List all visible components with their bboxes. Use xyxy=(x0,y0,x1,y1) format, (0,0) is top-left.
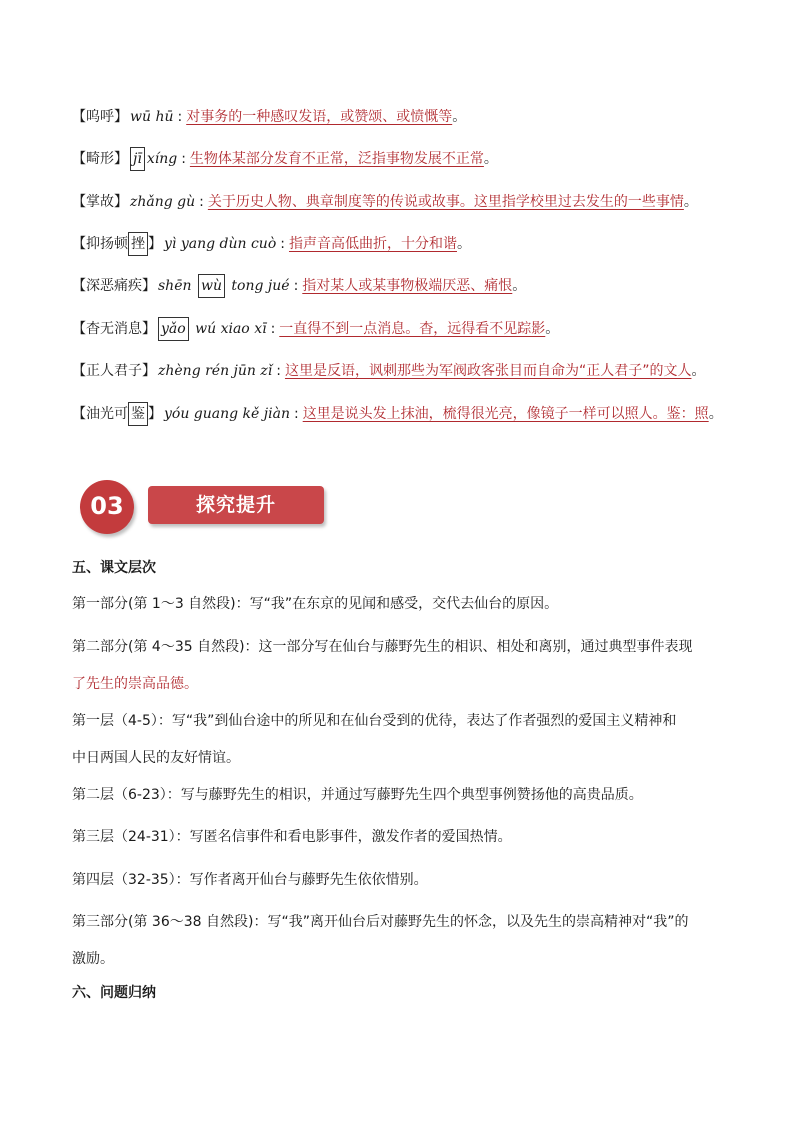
paragraph-layer1 xyxy=(72,703,724,777)
vocab-item: 【杳无消息】 yǎo wú xiao xī : 一直得不到一点消息。杳，远得看不见踪影。 xyxy=(72,311,732,347)
vocab-term-close: 】 xyxy=(148,406,162,422)
vocab-end: 。 xyxy=(683,194,698,210)
vocab-term: 【掌故】 xyxy=(72,194,128,210)
vocab-end: 。 xyxy=(452,109,467,125)
paragraph-layer2: 第二层（6-23）：写与藤野先生的相识，并通过写藤野先生四个典型事例赞扬他的高贵品质。 xyxy=(72,787,643,803)
vocab-pinyin-pre: shēn xyxy=(158,278,192,294)
paragraph-layer3: 第三层（24-31）：写匿名信事件和看电影事件，激发作者的爱国热情。 xyxy=(72,829,512,845)
vocab-term: 【杳无消息】 xyxy=(72,321,156,337)
paragraph-line: 第二部分(第 4～35 自然段)：这一部分写在仙台与藤野先生的相识、相处和离别，通过典型事件表现 xyxy=(72,639,693,655)
vocab-pinyin: zhǎng gù xyxy=(130,194,196,210)
vocab-definition: 生物体某部分发育不正常，泛指事物发展不正常 xyxy=(189,151,484,167)
vocab-definition: 指声音高低曲折，十分和谐 xyxy=(288,236,457,252)
section-heading: 五、课文层次 xyxy=(72,560,156,576)
vocab-boxed-pinyin: jī xyxy=(130,147,145,171)
paragraph-line: 中日两国人民的友好情谊。 xyxy=(72,750,240,766)
vocab-item: 【深恶痛疾】 shēn wù tong jué : 指对某人或某事物极端厌恶、痛恨。 xyxy=(72,268,732,304)
section-heading: 六、问题归纳 xyxy=(72,985,156,1001)
vocab-end: 。 xyxy=(456,236,471,252)
vocab-term: 【畸形】 xyxy=(72,151,128,167)
vocab-item: 【正人君子】 zhèng rén jūn zǐ : 这里是反语，讽刺那些为军阀政客张目而自命为“正人君子”的文人。 xyxy=(72,363,706,379)
vocab-pinyin: tong jué xyxy=(231,278,290,294)
vocab-boxed-pinyin: yǎo xyxy=(158,317,189,341)
vocab-end: 。 xyxy=(691,363,706,379)
paragraph-part2 xyxy=(72,629,724,703)
paragraph-layer4: 第四层（32-35）：写作者离开仙台与藤野先生依依惜别。 xyxy=(72,872,428,888)
vocab-definition: 一直得不到一点消息。杳，远得看不见踪影 xyxy=(279,321,546,337)
paragraph-line-highlight: 了先生的崇高品德。 xyxy=(72,676,198,692)
vocab-term: 【正人君子】 xyxy=(72,363,156,379)
paragraph-line: 第三部分(第 36～38 自然段)：写“我”离开仙台后对藤野先生的怀念，以及先生的崇高精神对“我”的 xyxy=(72,914,689,930)
vocab-item: 【抑扬顿 挫 】 yì yang dùn cuò : 指声音高低曲折，十分和谐。 xyxy=(72,226,732,262)
vocab-term: 【油光可 xyxy=(72,406,128,422)
paragraph-line: 第一层（4-5）：写“我”到仙台途中的所见和在仙台受到的优待，表达了作者强烈的爱国主义精神和 xyxy=(72,713,677,729)
vocab-end: 。 xyxy=(545,321,560,337)
vocab-pinyin: wú xiao xī xyxy=(195,321,267,337)
vocab-end: 。 xyxy=(512,278,527,294)
vocab-definition: 指对某人或某事物极端厌恶、痛恨 xyxy=(302,278,513,294)
vocab-end: 。 xyxy=(708,406,723,422)
vocab-item: 【畸形】 jī xíng : 生物体某部分发育不正常，泛指事物发展不正常。 xyxy=(72,141,732,177)
vocab-definition: 对事务的一种感叹发语，或赞颂、或愤慨等 xyxy=(186,109,453,125)
vocab-item: 【呜呼】 wū hū : 对事务的一种感叹发语，或赞颂、或愤慨等。 xyxy=(72,109,467,125)
section-banner xyxy=(76,478,328,538)
vocab-boxed-char: 挫 xyxy=(128,232,148,256)
banner-title: 探究提升 xyxy=(195,494,276,516)
vocab-pinyin: yóu guang kě jiàn xyxy=(164,406,290,422)
vocab-pinyin: zhèng rén jūn zǐ xyxy=(158,363,273,379)
vocab-definition: 这里是说头发上抹油，梳得很光亮，像镜子一样可以照人。鉴：照 xyxy=(302,406,709,422)
vocab-term: 【呜呼】 xyxy=(72,109,128,125)
paragraph-part3 xyxy=(72,904,724,978)
vocab-item: 【掌故】 zhǎng gù : 关于历史人物、典章制度等的传说或故事。这里指学校里过去发生的一些事情。 xyxy=(72,194,698,210)
paragraph-part1: 第一部分(第 1～3 自然段)：写“我”在东京的见闻和感受，交代去仙台的原因。 xyxy=(72,596,559,612)
vocab-term: 【深恶痛疾】 xyxy=(72,278,156,294)
vocab-definition: 关于历史人物、典章制度等的传说或故事。这里指学校里过去发生的一些事情 xyxy=(207,194,684,210)
paragraph-line: 激励。 xyxy=(72,951,114,967)
vocab-boxed-pinyin: wù xyxy=(198,274,225,298)
vocab-pinyin: yì yang dùn cuò xyxy=(164,236,277,252)
vocab-pinyin: xíng xyxy=(146,151,178,167)
vocab-term: 【抑扬顿 xyxy=(72,236,128,252)
vocab-term-close: 】 xyxy=(148,236,162,252)
banner-number: 03 xyxy=(90,492,124,520)
vocab-definition: 这里是反语，讽刺那些为军阀政客张目而自命为“正人君子”的文人 xyxy=(284,363,692,379)
vocab-end: 。 xyxy=(483,151,498,167)
vocab-pinyin: wū hū xyxy=(130,109,174,125)
vocab-boxed-char: 鉴 xyxy=(128,402,148,426)
vocab-item: 【油光可 鉴 】 yóu guang kě jiàn : 这里是说头发上抹油，梳得很光亮，像镜子一样可以照人。鉴：照。 xyxy=(72,396,724,432)
